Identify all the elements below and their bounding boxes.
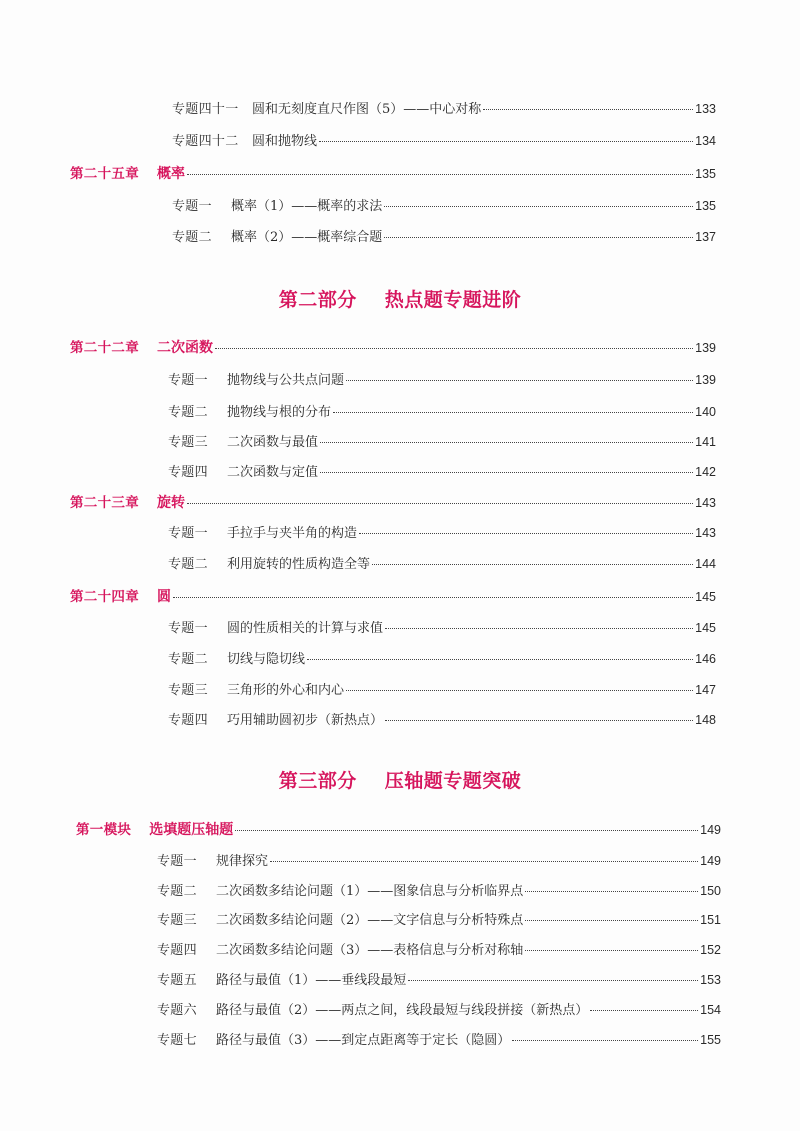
toc-chapter-row (70, 491, 716, 512)
toc-chapter-row (70, 336, 716, 357)
dot-leader (525, 891, 698, 892)
dot-leader (384, 237, 693, 238)
topic-label: 专题四十二 (172, 134, 239, 149)
dot-leader (307, 659, 693, 660)
page-number: 150 (700, 884, 721, 898)
toc-topic-row (168, 369, 716, 388)
chapter-label: 第二十三章 (70, 495, 139, 511)
dot-leader (333, 412, 693, 413)
dot-leader (270, 861, 698, 862)
dot-leader (525, 950, 698, 951)
chapter-label: 第二十二章 (70, 340, 139, 356)
dot-leader (512, 1040, 698, 1041)
topic-title: 巧用辅助圆初步（新热点） (227, 713, 384, 728)
toc-topic-row (172, 226, 716, 245)
page-number: 149 (700, 823, 721, 837)
toc-chapter-row (70, 162, 716, 183)
toc-topic-row (157, 1029, 721, 1048)
page-number: 134 (695, 134, 716, 148)
topic-title: 二次函数与最值 (227, 435, 319, 450)
toc-topic-row (168, 401, 716, 420)
page-number: 133 (695, 102, 716, 116)
module-title: 选填题压轴题 (149, 822, 234, 838)
topic-title: 路径与最值（1）——垂线段最短 (216, 973, 407, 988)
topic-label: 专题三 (168, 683, 208, 698)
page-number: 139 (695, 341, 716, 355)
toc-topic-row (168, 522, 716, 541)
chapter-title: 概率 (157, 166, 185, 182)
topic-title: 概率（1）——概率的求法 (231, 199, 383, 214)
topic-title: 手拉手与夹半角的构造 (227, 526, 358, 541)
toc-topic-row (157, 909, 721, 928)
topic-title: 利用旋转的性质构造全等 (227, 557, 371, 572)
page-number: 153 (700, 973, 721, 987)
page-number: 144 (695, 557, 716, 571)
topic-label: 专题二 (157, 884, 197, 899)
page-number: 135 (695, 167, 716, 181)
part-label: 第二部分 (278, 289, 357, 311)
toc-topic-row (157, 880, 721, 899)
topic-title: 二次函数多结论问题（2）——文字信息与分析特殊点 (216, 913, 524, 928)
topic-title: 二次函数与定值 (227, 465, 319, 480)
part-heading (0, 285, 800, 312)
topic-title: 抛物线与公共点问题 (227, 373, 345, 388)
page-number: 140 (695, 405, 716, 419)
page-number: 143 (695, 496, 716, 510)
topic-label: 专题三 (168, 435, 208, 450)
dot-leader (173, 597, 693, 598)
dot-leader (359, 533, 693, 534)
toc-topic-row (172, 130, 716, 149)
topic-title: 三角形的外心和内心 (227, 683, 345, 698)
topic-label: 专题二 (168, 557, 208, 572)
topic-label: 专题二 (168, 652, 208, 667)
part-label: 第三部分 (278, 770, 357, 792)
topic-label: 专题二 (168, 405, 208, 420)
dot-leader (319, 141, 693, 142)
part-title: 热点题专题进阶 (384, 289, 522, 311)
chapter-title: 圆 (157, 589, 171, 605)
topic-label: 专题四 (157, 943, 197, 958)
dot-leader (235, 830, 698, 831)
topic-title: 路径与最值（3）——到定点距离等于定长（隐圆） (216, 1033, 511, 1048)
topic-label: 专题四 (168, 713, 208, 728)
dot-leader (408, 980, 698, 981)
module-label: 第一模块 (76, 822, 132, 838)
toc-topic-row (157, 969, 721, 988)
topic-title: 路径与最值（2）——两点之间，线段最短与线段拼接（新热点） (216, 1003, 589, 1018)
toc-topic-row (168, 461, 716, 480)
page-number: 139 (695, 373, 716, 387)
toc-topic-row (157, 850, 721, 869)
page-number: 154 (700, 1003, 721, 1017)
topic-title: 规律探究 (216, 854, 269, 869)
topic-label: 专题一 (172, 199, 212, 214)
topic-label: 专题六 (157, 1003, 197, 1018)
dot-leader (525, 920, 698, 921)
topic-label: 专题一 (168, 526, 208, 541)
toc-module-row (76, 818, 721, 839)
topic-label: 专题四 (168, 465, 208, 480)
toc-topic-row (172, 98, 716, 117)
page-number: 148 (695, 713, 716, 727)
toc-topic-row (168, 648, 716, 667)
dot-leader (215, 348, 693, 349)
page-number: 146 (695, 652, 716, 666)
page-number: 152 (700, 943, 721, 957)
chapter-label: 第二十四章 (70, 589, 139, 605)
page-number: 149 (700, 854, 721, 868)
dot-leader (590, 1010, 698, 1011)
toc-topic-row (168, 431, 716, 450)
topic-label: 专题一 (168, 621, 208, 636)
toc-topic-row (168, 679, 716, 698)
dot-leader (187, 503, 693, 504)
chapter-label: 第二十五章 (70, 166, 139, 182)
topic-title: 圆的性质相关的计算与求值 (227, 621, 384, 636)
dot-leader (384, 206, 693, 207)
topic-label: 专题四十一 (172, 102, 239, 117)
page-number: 142 (695, 465, 716, 479)
dot-leader (320, 442, 693, 443)
toc-topic-row (157, 999, 721, 1018)
page-number: 155 (700, 1033, 721, 1047)
toc-topic-row (168, 553, 716, 572)
dot-leader (483, 109, 693, 110)
toc-topic-row (157, 939, 721, 958)
topic-label: 专题三 (157, 913, 197, 928)
topic-label: 专题一 (157, 854, 197, 869)
topic-label: 专题七 (157, 1033, 197, 1048)
page-number: 145 (695, 590, 716, 604)
topic-title: 切线与隐切线 (227, 652, 306, 667)
page-number: 145 (695, 621, 716, 635)
chapter-title: 二次函数 (157, 340, 213, 356)
part-heading (0, 766, 800, 793)
dot-leader (187, 174, 693, 175)
topic-title: 圆和抛物线 (252, 134, 318, 149)
toc-topic-row (168, 617, 716, 636)
page-number: 147 (695, 683, 716, 697)
topic-label: 专题二 (172, 230, 212, 245)
page-number: 141 (695, 435, 716, 449)
topic-title: 概率（2）——概率综合题 (231, 230, 383, 245)
topic-label: 专题五 (157, 973, 197, 988)
chapter-title: 旋转 (157, 495, 185, 511)
dot-leader (346, 380, 693, 381)
dot-leader (346, 690, 693, 691)
topic-title: 圆和无刻度直尺作图（5）——中心对称 (252, 102, 482, 117)
page-number: 137 (695, 230, 716, 244)
topic-title: 抛物线与根的分布 (227, 405, 332, 420)
page-number: 143 (695, 526, 716, 540)
topic-title: 二次函数多结论问题（1）——图象信息与分析临界点 (216, 884, 524, 899)
topic-label: 专题一 (168, 373, 208, 388)
toc-topic-row (168, 709, 716, 728)
dot-leader (372, 564, 693, 565)
dot-leader (385, 628, 693, 629)
page-number: 151 (700, 913, 721, 927)
toc-topic-row (172, 195, 716, 214)
page-number: 135 (695, 199, 716, 213)
dot-leader (320, 472, 693, 473)
part-title: 压轴题专题突破 (384, 770, 522, 792)
dot-leader (385, 720, 693, 721)
toc-chapter-row (70, 585, 716, 606)
topic-title: 二次函数多结论问题（3）——表格信息与分析对称轴 (216, 943, 524, 958)
